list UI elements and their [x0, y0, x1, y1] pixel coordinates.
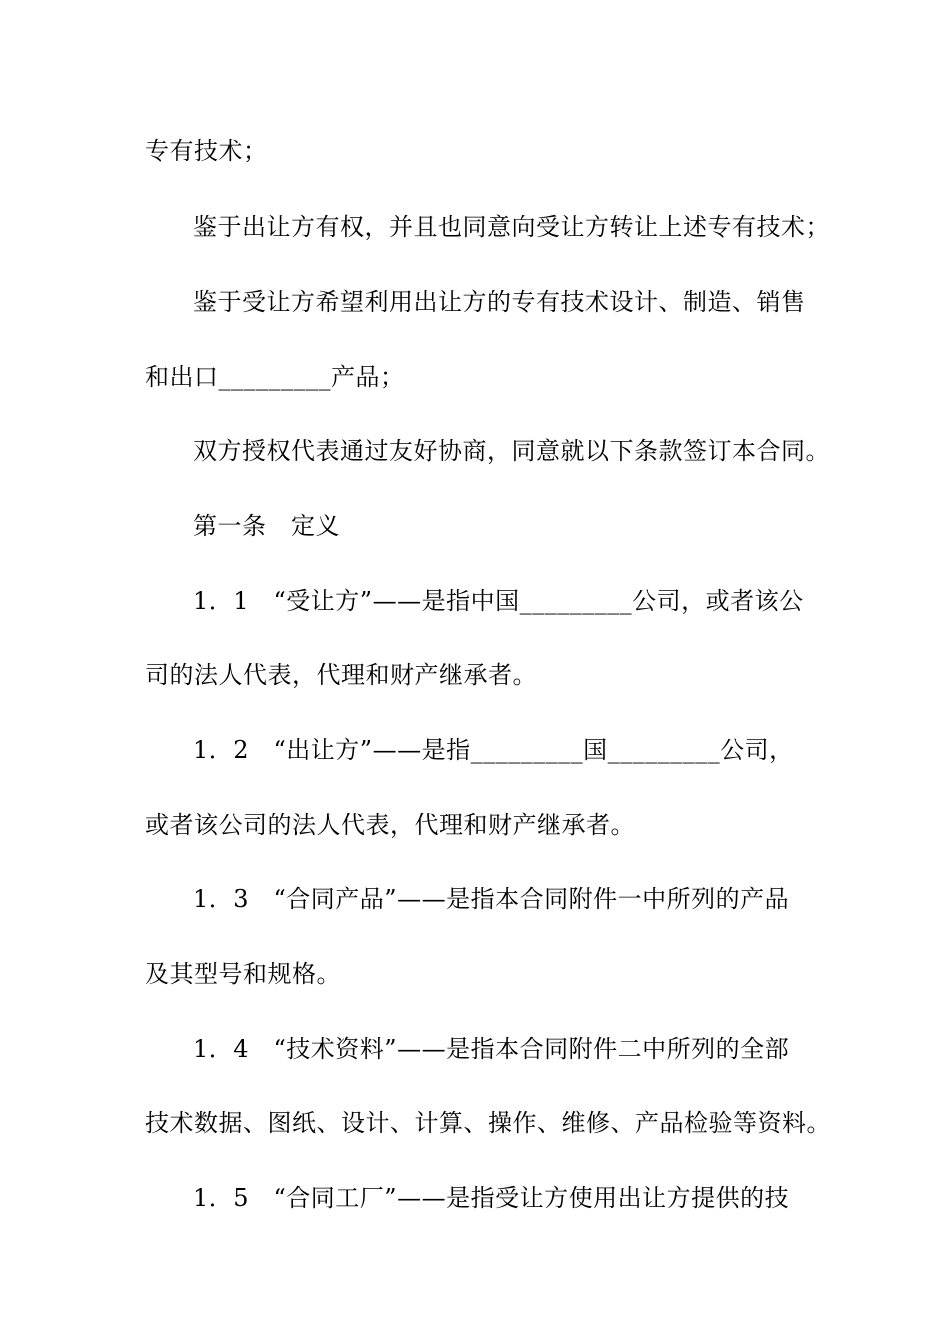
text-line: 和出口_________产品；	[145, 363, 405, 391]
text-line: 1．3 “合同产品”——是指本合同附件一中所列的产品	[193, 885, 790, 913]
text-line: 1．1 “受让方”——是指中国_________公司，或者该公	[193, 587, 804, 615]
text-line: 1．2 “出让方”——是指_________国_________公司，	[193, 736, 794, 764]
text-line: 鉴于出让方有权，并且也同意向受让方转让上述专有技术；	[193, 213, 830, 241]
text-line: 专有技术；	[145, 137, 268, 165]
text-line: 鉴于受让方希望利用出让方的专有技术设计、制造、销售	[193, 288, 806, 316]
text-line: 技术数据、图纸、设计、计算、操作、维修、产品检验等资料。	[145, 1109, 831, 1137]
text-line: 双方授权代表通过友好协商，同意就以下条款签订本合同。	[193, 437, 830, 465]
text-line: 或者该公司的法人代表，代理和财产继承者。	[145, 811, 635, 839]
text-line: 1．4 “技术资料”——是指本合同附件二中所列的全部	[193, 1035, 790, 1063]
text-line: 司的法人代表，代理和财产继承者。	[145, 661, 537, 689]
section-heading: 第一条 定义	[193, 512, 340, 540]
text-line: 1．5 “合同工厂”——是指受让方使用出让方提供的技	[193, 1184, 790, 1212]
text-line: 及其型号和规格。	[145, 960, 341, 988]
